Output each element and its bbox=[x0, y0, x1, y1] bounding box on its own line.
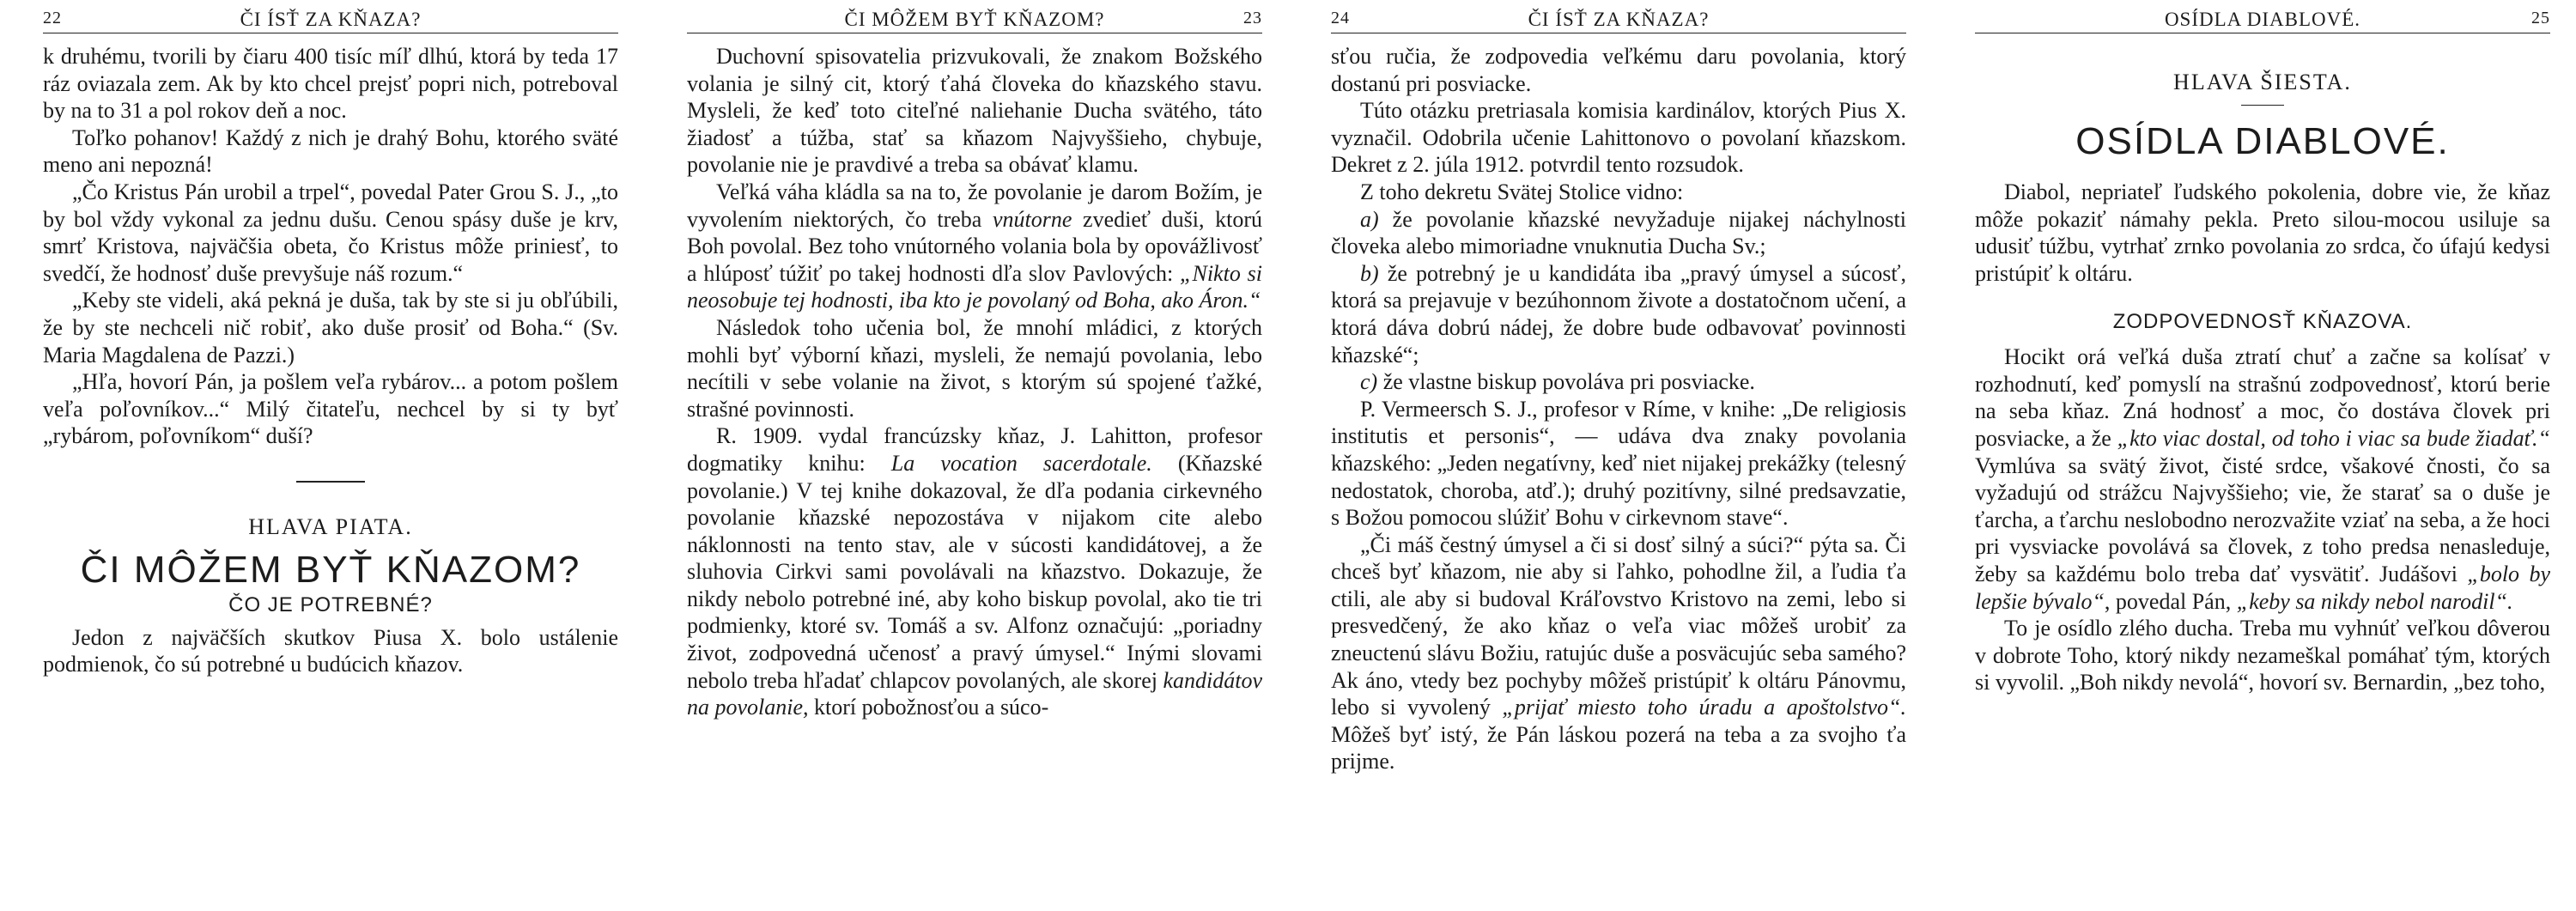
paragraph: „Čo Kristus Pán urobil a trpel“, povedal Pater Grou S. J., „to by bol vždy vykonal za jednu dušu. Cenou spásy duše je krv, smrť Kristova, najväčšia obeta, čo Kristus môže priniesť, to svedčí, že hodnosť duše prevyšuje náš rozum.“ bbox=[43, 179, 618, 286]
subheading: ZODPOVEDNOSŤ KŇAZOVA. bbox=[2112, 309, 2413, 333]
chapter-label: HLAVA PIATA. bbox=[248, 513, 413, 539]
paragraph: Toľko pohanov! Každý z nich je drahý Bohu, ktorého sväté meno ani nepozná! bbox=[43, 125, 618, 178]
section-divider bbox=[296, 481, 365, 483]
paragraph: To je osídlo zlého ducha. Treba mu vyhnúť veľkou dôverou v dobrote Toho, ktorý nikdy nezameškal pomáhať tým, ktorých si vyvolil. „Boh nikdy nevolá“, hovorí sv. Bernardin, „bez toho, bbox=[1975, 616, 2550, 695]
ornament-rule bbox=[2241, 105, 2284, 106]
page-22 bbox=[0, 0, 644, 911]
page-number: 25 bbox=[2531, 9, 2550, 27]
paragraph: P. Vermeersch S. J., profesor v Ríme, v knihe: „De religiosis institutis et personis“, — udáva dva znaky povolania kňazského: „Jeden negatívny, keď niet nijakej prekážky (telesný nedostatok, choroba, atď.); druhý pozitívny, silné predsavzatie, s Božou pomocou slúžiť Bohu v cirkevnom stave“. bbox=[1331, 396, 1906, 531]
running-header bbox=[687, 9, 1262, 33]
paragraph: Túto otázku pretriasala komisia kardinálov, ktorých Pius X. vyznačil. Odobrila učenie Lahittonovo o povolaní kňazskom. Dekret z 2. júla 1912. potvrdil tento rozsudok. bbox=[1331, 98, 1906, 178]
paragraph: „Hľa, hovorí Pán, ja pošlem veľa rybárov... a potom pošlem veľa poľovníkov...“ Milý čitateľu, nechcel by si ty byť „rybárom, poľovníkom“ duší? bbox=[43, 369, 618, 449]
paragraph: Hocikt orá veľká duša ztratí chuť a začne sa kolísať v rozhodnutí, keď pomyslí na strašnú zodpovednosť, ktorú berie na seba kňaz. Zná hodnosť a moc, čo dostáva človek pri posviacke, a že „kto viac dostal, od toho i viac sa bude žiadať.“ Vymlúva sa svätý život, čisté srdce, všakové čnosti, čo sa vyžadujú od strážcu Najvyššieho; vie, že starať sa o duše je ťarcha, a ťarchu neslobodno nerozvažite vziať na seba, a že hoci pri vysviacke povolává sa človek, z toho predsa nenasleduje, žeby sa každému bolo treba dať vysvätiť. Judášovi „bolo by lepšie bývalo“, povedal Pán, „keby sa nikdy nebol narodil“. bbox=[1975, 344, 2550, 614]
page-body bbox=[1331, 43, 1906, 775]
header-title: ČI ÍSŤ ZA KŇAZA? bbox=[1528, 9, 1710, 30]
paragraph: Z toho dekretu Svätej Stolice vidno: bbox=[1360, 179, 1684, 204]
page-24 bbox=[1288, 0, 1932, 911]
paragraph: Jedon z najväčších skutkov Piusa X. bolo ustálenie podmienok, čo sú potrebné u budúcich kňazov. bbox=[43, 624, 618, 677]
page-25 bbox=[1932, 0, 2576, 911]
chapter-title: ČI MÔŽEM BYŤ KŇAZOM? bbox=[80, 548, 581, 591]
page-number: 24 bbox=[1331, 9, 1350, 27]
paragraph: Následok toho učenia bol, že mnohí mládici, z ktorých mohli byť výborní kňazi, mysleli, že nemajú povolania, lebo necítili v sebe volanie na život, s ktorým sú spojené ťažké, strašné povinnosti. bbox=[687, 314, 1262, 422]
list-item: a) že povolanie kňazské nevyžaduje nijakej náchylnosti človeka alebo mimoriadne vnuknutia Ducha Sv.; bbox=[1331, 206, 1906, 259]
paragraph: „Keby ste videli, aká pekná je duša, tak by ste si ju obľúbili, že by ste nechceli nič robiť, ako duše prosiť od Boha.“ (Sv. Maria Magdalena de Pazzi.) bbox=[43, 288, 618, 367]
paragraph: „Či máš čestný úmysel a či si dosť silný a súci?“ pýta sa. Či chceš byť kňazom, nie aby si ľahko, pohodlne žil, a ľudia ťa ctili, ale aby si budoval Kráľovstvo Kristovo na zemi, lebo si presvedčený, že ako kňaz o veľa viac môžeš urobiť za zneuctenú slávu Božiu, ratujúc duše a posväcujúc seba samého? Ak áno, vtedy bez pochyby môžeš pristúpiť k oltáru Pánovmu, lebo si vyvolený „prijať miesto toho úradu a apoštolstvo“. Môžeš byť istý, že Pán láskou pozerá na teba a za svojho ťa prijme. bbox=[1331, 531, 1906, 774]
list-item: c) že vlastne biskup povoláva pri posviacke. bbox=[1360, 369, 1755, 395]
running-header bbox=[43, 9, 618, 33]
paragraph: R. 1909. vydal francúzsky kňaz, J. Lahitton, profesor dogmatiky knihu: La vocation sacerdotale. (Kňazské povolanie.) V tej knihe dokazoval, že dľa podania cirkevného povolanie kňazské nepozostáva v nijakom cite alebo náklonnosti na tento stav, ale v súcosti kandidátovej, a že sluhovia Cirkvi sami povolávali na kňazstvo. Dokazuje, že nikdy nebolo potrebné iné, aby koho biskup povolal, ako tie tri podmienky, ktoré sv. Tomáš a sv. Alfonz označujú: „poriadny život, zodpovedná učenosť a pravý úmysel.“ Inými slovami nebolo treba hľadať chlapcov povolaných, ale skorej kandidátov na povolanie, ktorí pobožnosťou a súco- bbox=[687, 423, 1262, 720]
running-header bbox=[1331, 9, 1906, 33]
page-number: 23 bbox=[1243, 9, 1262, 27]
page-body bbox=[1975, 43, 2550, 696]
page-body bbox=[687, 43, 1262, 721]
header-title: ČI ÍSŤ ZA KŇAZA? bbox=[240, 9, 422, 30]
running-header bbox=[1975, 9, 2550, 33]
paragraph: k druhému, tvorili by čiaru 400 tisíc míľ dlhú, ktorá by teda 17 ráz oviazala zem. Ak by kto chcel prejsť popri nich, potreboval by na to 31 a pol rokov deň a noc. bbox=[43, 44, 618, 124]
paragraph: Diabol, nepriateľ ľudského pokolenia, dobre vie, že kňaz môže pokaziť námahy pekla. Preto silou-mocou usiluje sa udusiť túžbu, vytrhať zrnko povolania zo srdca, čo úfajú kedysi pristúpiť k oltáru. bbox=[1975, 179, 2550, 286]
paragraph: sťou ručia, že zodpovedia veľkému daru povolania, ktorý dostanú pri posviacke. bbox=[1331, 44, 1906, 96]
page-body bbox=[43, 43, 618, 678]
paragraph: Veľká váha kládla sa na to, že povolanie je darom Božím, je vyvolením niektorých, čo treba vnútorne zvedieť duši, ktorú Boh povolal. Bez toho vnútorného volania bola by opovážlivosť a hlúposť túžiť po takej hodnosti dľa slov Pavlových: „Nikto si neosobuje tej hodnosti, iba kto je povolaný od Boha, ako Áron.“ bbox=[687, 179, 1262, 313]
page-23 bbox=[644, 0, 1288, 911]
header-title: OSÍDLA DIABLOVÉ. bbox=[2164, 9, 2361, 30]
page-number: 22 bbox=[43, 9, 62, 27]
header-title: ČI MÔŽEM BYŤ KŇAZOM? bbox=[844, 9, 1105, 30]
list-item: b) že potrebný je u kandidáta iba „pravý úmysel a súcosť, ktorá sa prejavuje v bezúhonnom živote a dostatočnom učení, a ktorá dáva dobrú nádej, že dobre bude odbavovať povinnosti kňazské“; bbox=[1331, 260, 1906, 367]
subheading: ČO JE POTREBNÉ? bbox=[228, 593, 433, 617]
paragraph: Duchovní spisovatelia prizvukovali, že znakom Božského volania je silný cit, ktorý ťahá človeka do kňazského stavu. Mysleli, že keď toto citeľné naliehanie Ducha svätého, táto žiadosť a túžba, stať sa kňazom Najvyššieho, chybuje, povolanie nie je pravdivé a treba sa obávať klamu. bbox=[687, 44, 1262, 178]
chapter-label: HLAVA ŠIESTA. bbox=[2173, 70, 2352, 94]
chapter-title: OSÍDLA DIABLOVÉ. bbox=[2075, 119, 2450, 162]
